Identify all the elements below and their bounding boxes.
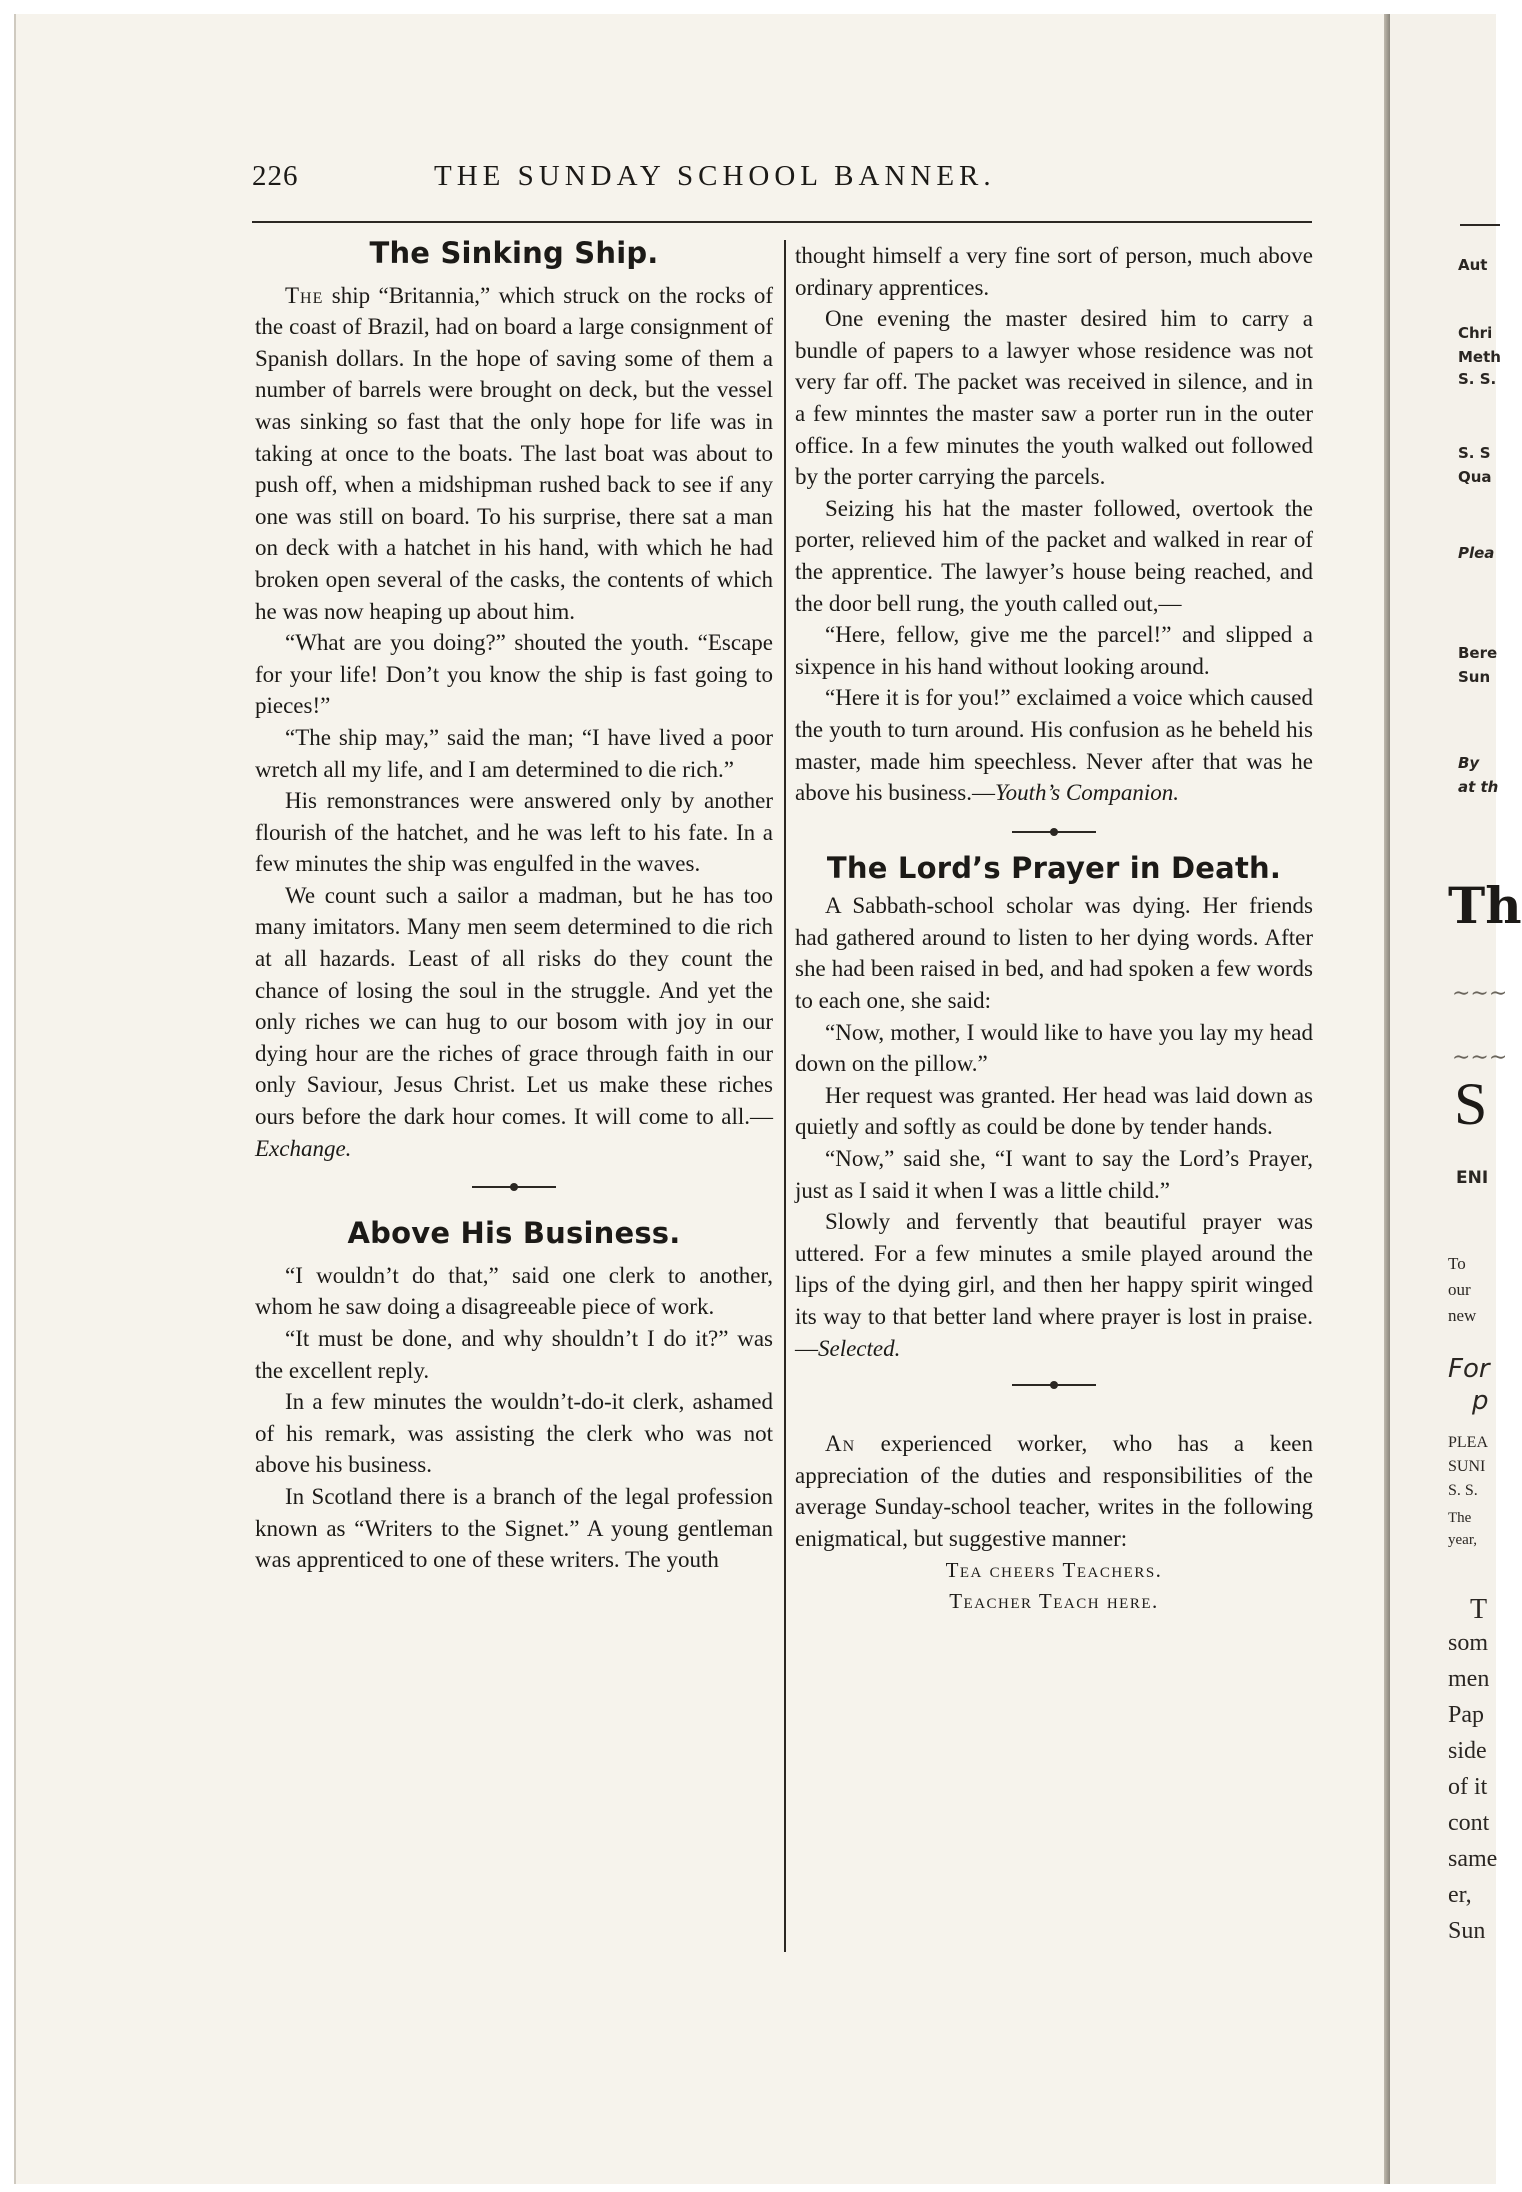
paragraph: “I wouldn’t do that,” said one clerk to another, whom he saw doing a disagreeable piece of work. <box>255 1262 773 1320</box>
section-divider <box>255 1170 773 1204</box>
source-credit: Selected. <box>818 1335 901 1361</box>
adjacent-text: Aut <box>1458 256 1488 274</box>
adjacent-text: new <box>1448 1306 1477 1325</box>
drop-word: An <box>825 1431 856 1457</box>
adjacent-text: S. S <box>1458 444 1491 462</box>
adjacent-text: By <box>1458 754 1480 772</box>
adjacent-big-letter: S <box>1454 1071 1488 1137</box>
running-title: THE SUNDAY SCHOOL BANNER. <box>434 160 996 192</box>
source-credit: Youth’s Companion. <box>994 780 1180 806</box>
paragraph: “Here, fellow, give me the parcel!” and slipped a sixpence in his hand without looking around. <box>795 622 1313 679</box>
paragraph <box>255 880 773 1164</box>
paragraph <box>795 682 1313 808</box>
paragraph-text: experienced worker, who has a keen appreciation of the duties and responsibilities of the average Sunday-school teacher, writes in the following enigmatical, but suggestive manner: <box>795 1431 1313 1551</box>
adjacent-text: T <box>1470 1594 1488 1625</box>
adjacent-text: S. S. <box>1458 370 1497 388</box>
adjacent-text: side <box>1448 1738 1487 1764</box>
enigma-line-2: Teacher Teach here. <box>949 1589 1159 1614</box>
column-rule <box>784 240 786 1952</box>
section-divider <box>795 1368 1313 1402</box>
adjacent-text: men <box>1448 1666 1490 1692</box>
enigma-line-1: Tea cheers Teachers. <box>945 1557 1163 1582</box>
adjacent-text: year, <box>1448 1532 1477 1548</box>
adjacent-text: Bere <box>1458 644 1498 662</box>
squiggle-ornament: ∼∼∼ <box>1452 980 1508 1005</box>
paragraph <box>795 1206 1313 1364</box>
paragraph: “Now,” said she, “I want to say the Lord’s Prayer, just as I said it when I was a little child.” <box>795 1146 1313 1203</box>
paragraph: In a few minutes the wouldn’t-do-it clerk, ashamed of his remark, was assisting the clerk who was not above his business. <box>255 1389 773 1478</box>
adjacent-text: ENI <box>1456 1168 1489 1188</box>
paragraph-text: ship “Britannia,” which struck on the rocks of the coast of Brazil, had on board a large consignment of Spanish dollars. In the hope of saving some of them a number of barrels were brought on deck, but the vessel was sinking so fast that the only hope for life was in taking at once to the boats. The last boat was about to push off, when a midshipman rushed back to see if any one was still on board. To his surprise, there sat a man on deck with a hatchet in his hand, with which he had broken open several of the casks, the contents of which he was now heaping up about him. <box>255 282 773 624</box>
adjacent-text: S. S. <box>1448 1482 1478 1499</box>
right-column <box>795 240 1313 1618</box>
source-credit: Exchange. <box>255 1135 352 1161</box>
adjacent-text: To <box>1448 1254 1466 1273</box>
paragraph-text: We count such a sailor a madman, but he has too many imitators. Many men seem determined to die rich at all hazards. Least of all risks do they count the chance of losing the soul in the struggle. And yet the only riches we can hug to our bosom with joy in our dying hour are the riches of grace through faith in our only Saviour, Jesus Christ. Let us make these riches ours before the dark hour comes. It will come to all.— <box>255 882 773 1130</box>
adjacent-rule <box>1460 224 1500 226</box>
squiggle-ornament: ∼∼∼ <box>1452 1044 1508 1069</box>
drop-word: The <box>285 282 324 308</box>
adjacent-text: same <box>1448 1846 1498 1872</box>
paragraph-text: Slowly and fervently that beautiful prayer was uttered. For a few minutes a smile played around the lips of the dying girl, and then her happy spirit winged its way to that better land where prayer is lost in praise.— <box>795 1209 1313 1361</box>
adjacent-text: SUNI <box>1448 1458 1486 1475</box>
paragraph: Seizing his hat the master followed, overtook the porter, relieved him of the packet and walked in rear of the apprentice. The lawyer’s house being reached, and the door bell rung, the youth called out,— <box>795 495 1313 616</box>
paragraph: “Now, mother, I would like to have you lay my head down on the pillow.” <box>795 1019 1313 1077</box>
paragraph: One evening the master desired him to carry a bundle of papers to a lawyer whose residence was not very far off. The packet was received in silence, and in a few minntes the master saw a porter run in the outer office. In a few minutes the youth walked out followed by the porter carrying the parcels. <box>795 306 1313 490</box>
adjacent-text: The <box>1448 1510 1472 1526</box>
article-title-sinking-ship: The Sinking Ship. <box>369 236 659 270</box>
paragraph: Her request was granted. Her head was laid down as quietly and softly as could be done by tender hands. <box>795 1082 1313 1140</box>
adjacent-text: Pap <box>1448 1702 1484 1728</box>
adjacent-text: er, <box>1448 1882 1472 1908</box>
paragraph <box>795 1428 1313 1554</box>
section-divider <box>795 815 1313 849</box>
paragraph: In Scotland there is a branch of the legal profession known as “Writers to the Signet.” A young gentleman was apprenticed to one of these writers. The youth <box>255 1483 773 1573</box>
adjacent-text: PLEA <box>1448 1434 1488 1451</box>
adjacent-page-strip <box>1390 14 1522 2184</box>
adjacent-text: Chri <box>1458 324 1493 342</box>
adjacent-text: Sun <box>1458 668 1491 686</box>
paragraph: “The ship may,” said the man; “I have lived a poor wretch all my life, and I am determined to die rich.” <box>255 724 773 782</box>
paragraph: A Sabbath-school scholar was dying. Her friends had gathered around to listen to her dying words. After she had been raised in bed, and had spoken a few words to each one, she said: <box>795 893 1313 1014</box>
adjacent-text: p <box>1472 1386 1489 1416</box>
paragraph: thought himself a very fine sort of person, much above ordinary apprentices. <box>795 243 1313 300</box>
adjacent-text: som <box>1448 1630 1489 1656</box>
adjacent-text: cont <box>1448 1810 1490 1836</box>
adjacent-text: our <box>1448 1280 1471 1299</box>
article-title-lords-prayer: The Lord’s Prayer in Death. <box>826 850 1282 885</box>
adjacent-text: Plea <box>1458 544 1495 562</box>
paragraph: “What are you doing?” shouted the youth. “Escape for your life! Don’t you know the ship is fast going to pieces!” <box>255 630 773 719</box>
left-column <box>255 238 773 1576</box>
adjacent-text: Sun <box>1448 1918 1486 1944</box>
page-number: 226 <box>252 160 299 192</box>
adjacent-text: Meth <box>1458 348 1501 366</box>
article-title-above-business: Above His Business. <box>347 1216 681 1251</box>
page-header <box>252 160 1332 200</box>
paragraph <box>255 280 773 628</box>
adjacent-text: For <box>1448 1354 1490 1384</box>
adjacent-text: of it <box>1448 1774 1488 1800</box>
adjacent-gothic-heading: Th <box>1448 876 1522 935</box>
adjacent-text: at th <box>1458 778 1499 796</box>
paragraph-text: “Here it is for you!” exclaimed a voice which caused the youth to turn around. His confusion as he beheld his master, made him speechless. Never after that was he above his business.— <box>795 685 1313 806</box>
paragraph: “It must be done, and why shouldn’t I do it?” was the excellent reply. <box>255 1326 773 1383</box>
paragraph: His remonstrances were answered only by another flourish of the hatchet, and he was left to his fate. In a few minutes the ship was engulfed in the waves. <box>255 788 773 877</box>
adjacent-text: Qua <box>1458 468 1492 486</box>
header-rule <box>252 221 1312 223</box>
